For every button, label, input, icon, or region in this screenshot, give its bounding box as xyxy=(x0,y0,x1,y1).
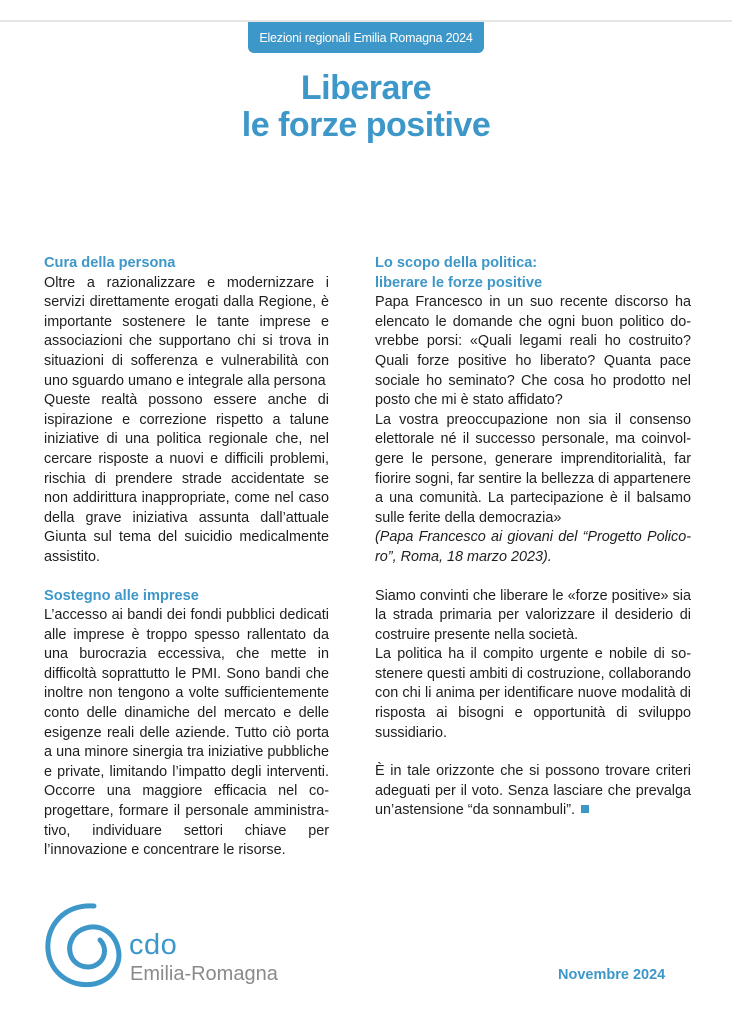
paragraph: Queste realtà possono essere anche di ispirazione e correzione rispetto a talune iniziative di una politica regionale che, nel cercare risposte a nuovi e difficili problemi, rischia di prendere strade accidentate se non addirittura inappropriate, come nel caso della grave iniziativa assunta dall’attuale Giunta sul tema del suicidio medicalmente assistito. xyxy=(44,392,329,565)
section-heading-imprese: Sostegno alle imprese xyxy=(44,587,199,604)
right-column xyxy=(375,254,691,821)
logo-region: Emilia-Romagna xyxy=(130,963,278,985)
issue-date: Novembre 2024 xyxy=(558,967,666,983)
heading-line-1: Lo scopo della politica: xyxy=(375,255,538,271)
paragraph: La politica ha il compito urgente e nobile di sostenere questi ambiti di costruzione, collaborando con chi li anima per identificare nuove modalità di risposta ai bisogni e opportunità di sviluppo sussidiario. xyxy=(375,646,691,741)
paragraph: L’accesso ai bandi dei fondi pubblici dedicati alle imprese è troppo spesso rallentato da una burocrazia eccessiva, che mette in difficoltà soprattutto le PMI. Sono bandi che inoltre non tengono a volte sufficientemente conto delle dinamiche del mercato e delle esigenze reali delle aziende. Tutto ciò porta a una minore sinergia tra iniziative pubbliche e private, limitando l’impatto degli interventi. Occorre una maggiore efficacia nel co-progettare, formare il personale amministrativo, individuare settori chiave per l’innovazione e concentrare le risorse. xyxy=(44,607,329,859)
heading-line-2: liberare le forze positive xyxy=(375,274,543,291)
end-square-icon xyxy=(581,805,589,813)
citation: (Papa Francesco ai giovani del “Progetto Policoro”, Roma, 18 marzo 2023). xyxy=(375,529,691,565)
election-badge: Elezioni regionali Emilia Romagna 2024 xyxy=(248,22,484,53)
closing-paragraph xyxy=(375,762,691,821)
section-heading-politica xyxy=(375,254,691,293)
paragraph: Siamo convinti che liberare le «forze positive» sia la strada primaria per valorizzare il desiderio di costruire presente nella società. xyxy=(375,587,691,643)
paragraph: La vostra preoccupazione non sia il consenso elettorale né il successo personale, ma coinvolgere le persone, generare imprenditorialità, far fiorire sogni, far sentire la bellezza di appartenere a una comunità. La partecipazione è il balsamo sulle ferite della democrazia» xyxy=(375,411,691,526)
left-column xyxy=(44,254,329,861)
section-heading-cura: Cura della persona xyxy=(44,255,176,271)
page-title xyxy=(0,70,732,144)
paragraph: Papa Francesco in un suo recente discorso ha elencato le domande che ogni buon politico dovrebbe porsi: «Quali legami reali ho costruito? Quali forze positive ho liberato? Quanta pace sociale ho seminato? Che cosa ho prodotto nel posto che mi è stato affidato? xyxy=(375,294,691,409)
paragraph: Oltre a razionalizzare e modernizzare i servizi direttamente erogati dalla Regione, è importante sostenere le tante imprese e associazioni che supportano chi si trova in situazioni di sofferenza e vulnerabilità con uno sguardo umano e integrale alla persona xyxy=(44,274,329,389)
spiral-logo-icon xyxy=(42,900,132,990)
closing-text: È in tale orizzonte che si possono trovare criteri adeguati per il voto. Senza lasciare che prevalga un’astensione “da sonnambuli”. xyxy=(375,763,691,819)
title-line-1: Liberare xyxy=(300,69,432,107)
title-line-2: le forze positive xyxy=(241,106,491,144)
logo-name: cdo xyxy=(129,929,178,961)
